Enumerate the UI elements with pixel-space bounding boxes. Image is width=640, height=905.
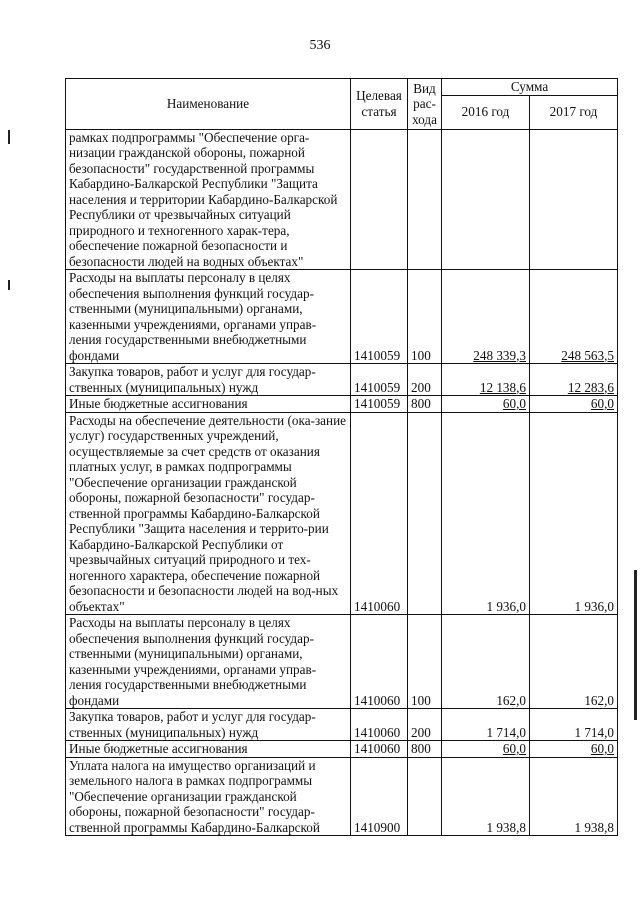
- row-target-article: [351, 129, 408, 270]
- row-target-article: 1410059: [351, 396, 408, 413]
- row-name: Уплата налога на имущество организаций и земельного налога в рамках подпрограммы "Обеспечение организации гражданской обороны, пожарной безопасности" государ-ственной программы Кабардино-Балкарской: [66, 757, 351, 836]
- row-sum-2017: 248 563,5: [530, 270, 618, 364]
- margin-mark-right-edge: [634, 570, 637, 720]
- row-target-article: 1410059: [351, 270, 408, 364]
- table-row: [66, 396, 618, 413]
- row-sum-2016: 248 339,3: [442, 270, 530, 364]
- row-target-article: 1410900: [351, 757, 408, 836]
- row-name: Иные бюджетные ассигнования: [66, 396, 351, 413]
- row-sum-2017: [530, 129, 618, 270]
- row-target-article: 1410060: [351, 412, 408, 615]
- header-name: Наименование: [66, 79, 351, 130]
- table-row: [66, 757, 618, 836]
- row-sum-2016: 1 936,0: [442, 412, 530, 615]
- row-sum-2016: 162,0: [442, 615, 530, 709]
- row-sum-2017: 60,0: [530, 396, 618, 413]
- table-row: [66, 129, 618, 270]
- row-name: Расходы на выплаты персоналу в целях обеспечения выполнения функций государ-ственными (муниципальными) органами, казенными учреждениями, органами управ-ления государственными внебюджетными фондами: [66, 615, 351, 709]
- table-row: [66, 741, 618, 758]
- header-sum: Сумма: [442, 79, 618, 96]
- row-expense-type: [408, 757, 442, 836]
- row-sum-2016: 1 938,8: [442, 757, 530, 836]
- row-sum-2016: 60,0: [442, 396, 530, 413]
- header-target-article: Целевая статья: [351, 79, 408, 130]
- row-target-article: 1410060: [351, 741, 408, 758]
- row-sum-2017: 60,0: [530, 741, 618, 758]
- row-expense-type: 100: [408, 615, 442, 709]
- row-sum-2016: 60,0: [442, 741, 530, 758]
- table-row: [66, 270, 618, 364]
- row-sum-2017: 12 283,6: [530, 364, 618, 396]
- row-name: Иные бюджетные ассигнования: [66, 741, 351, 758]
- header-expense-type: Вид рас-хода: [408, 79, 442, 130]
- row-expense-type: 200: [408, 364, 442, 396]
- row-sum-2017: 1 714,0: [530, 709, 618, 741]
- margin-mark-left-middle: [8, 280, 10, 290]
- row-expense-type: 200: [408, 709, 442, 741]
- row-target-article: 1410060: [351, 615, 408, 709]
- margin-mark-left-top: [8, 130, 10, 144]
- table-row: [66, 709, 618, 741]
- row-sum-2017: 162,0: [530, 615, 618, 709]
- row-name: Расходы на выплаты персоналу в целях обеспечения выполнения функций государ-ственными (муниципальными) органами, казенными учреждениями, органами управ-ления государственными внебюджетными фондами: [66, 270, 351, 364]
- table-row: [66, 615, 618, 709]
- row-target-article: 1410060: [351, 709, 408, 741]
- row-sum-2016: 1 714,0: [442, 709, 530, 741]
- row-sum-2016: 12 138,6: [442, 364, 530, 396]
- row-expense-type: 800: [408, 741, 442, 758]
- row-sum-2016: [442, 129, 530, 270]
- row-name: Закупка товаров, работ и услуг для государ-ственных (муниципальных) нужд: [66, 364, 351, 396]
- row-sum-2017: 1 936,0: [530, 412, 618, 615]
- header-year-2017: 2017 год: [530, 95, 618, 129]
- row-name: Расходы на обеспечение деятельности (ока-зание услуг) государственных учреждений, осуществляемые за счет средств от оказания платных услуг, в рамках подпрограммы "Обеспечение организации гражданской обороны, пожарной безопасности" государ-ственной программы Кабардино-Балкарской Республики "Защита населения и террито-рии Кабардино-Балкарской Республики от чрезвычайных ситуаций природного и тех-ногенного характера, обеспечение пожарной безопасности и безопасности людей на вод-ных объектах": [66, 412, 351, 615]
- row-sum-2017: 1 938,8: [530, 757, 618, 836]
- row-expense-type: [408, 129, 442, 270]
- table-row: [66, 364, 618, 396]
- page-number: 536: [309, 38, 331, 53]
- row-expense-type: [408, 412, 442, 615]
- row-target-article: 1410059: [351, 364, 408, 396]
- row-expense-type: 800: [408, 396, 442, 413]
- row-name: рамках подпрограммы "Обеспечение орга-низации гражданской обороны, пожарной безопасности" государственной программы Кабардино-Балкарской Республики "Защита населения и территории Кабардино-Балкарской Республики от чрезвычайных ситуаций природного и техногенного харак-тера, обеспечение пожарной безопасности и безопасности людей на водных объектах": [66, 129, 351, 270]
- header-year-2016: 2016 год: [442, 95, 530, 129]
- budget-table: [65, 78, 618, 836]
- table-row: [66, 412, 618, 615]
- row-expense-type: 100: [408, 270, 442, 364]
- row-name: Закупка товаров, работ и услуг для государ-ственных (муниципальных) нужд: [66, 709, 351, 741]
